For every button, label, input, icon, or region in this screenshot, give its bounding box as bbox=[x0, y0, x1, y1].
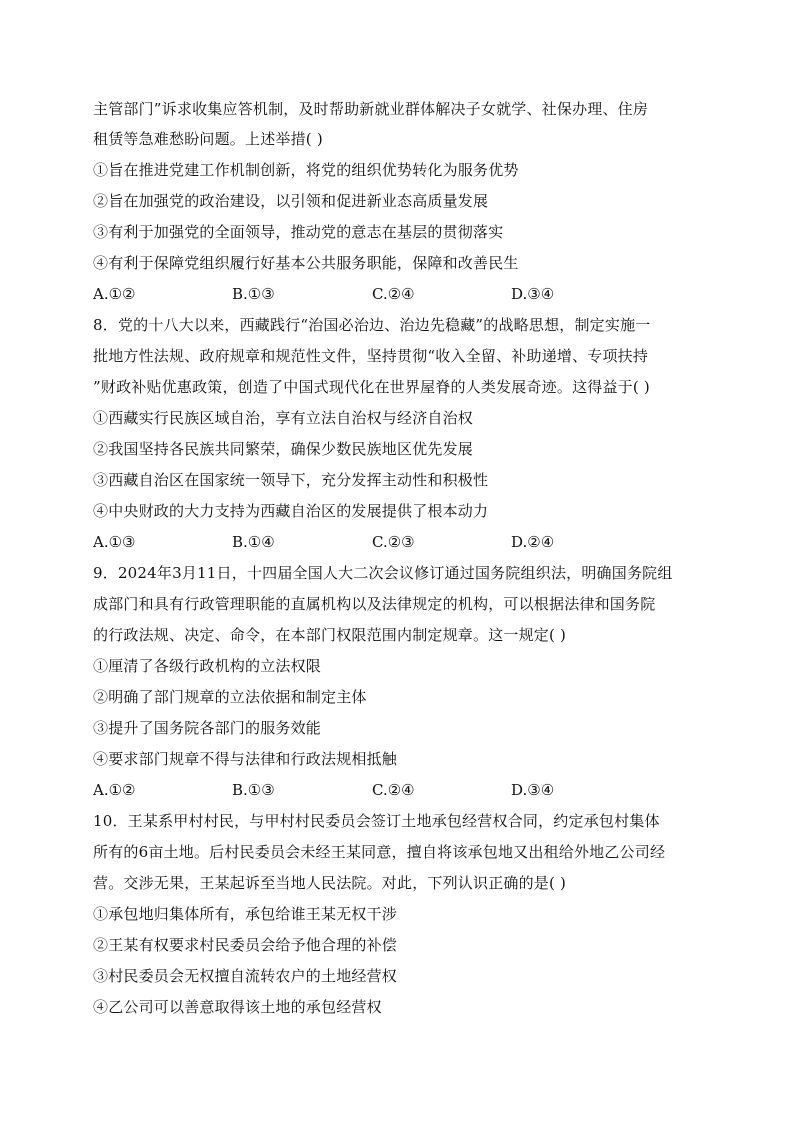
q7-item-2: ②旨在加强党的政治建设，以引领和促进新业态高质量发展 bbox=[93, 192, 489, 210]
q10-stem-line-1: 10．王某系甲村村民，与甲村村民委员会签订土地承包经营权合同，约定承包村集体 bbox=[93, 812, 660, 830]
q8-option-c: C.②③ bbox=[372, 533, 415, 551]
q8-options bbox=[93, 531, 713, 553]
q8-option-a: A.①③ bbox=[93, 533, 136, 551]
q10-stem-line-2: 所有的6亩土地。后村民委员会未经王某同意，擅自将该承包地又出租给外地乙公司经 bbox=[93, 843, 666, 861]
q10-stem-line-3: 营。交涉无果，王某起诉至当地人民法院。对此，下列认识正确的是( ) bbox=[93, 874, 567, 892]
q9-stem-line-1: 9．2024年3月11日，十四届全国人大二次会议修订通过国务院组织法，明确国务院组 bbox=[93, 564, 673, 582]
q8-item-1: ①西藏实行民族区域自治，享有立法自治权与经济自治权 bbox=[93, 409, 474, 427]
q9-option-b: B.①③ bbox=[232, 781, 275, 799]
q8-item-3: ③西藏自治区在国家统一领导下，充分发挥主动性和积极性 bbox=[93, 471, 489, 489]
q8-item-2: ②我国坚持各民族共同繁荣，确保少数民族地区优先发展 bbox=[93, 440, 474, 458]
q7-stem-line-2: 租赁等急难愁盼问题。上述举措( ) bbox=[93, 130, 323, 148]
q7-option-a: A.①② bbox=[93, 285, 136, 303]
q8-option-d: D.②④ bbox=[511, 533, 555, 551]
q9-option-d: D.③④ bbox=[511, 781, 555, 799]
q9-option-a: A.①② bbox=[93, 781, 136, 799]
q9-item-2: ②明确了部门规章的立法依据和制定主体 bbox=[93, 688, 367, 706]
q9-option-c: C.②④ bbox=[372, 781, 415, 799]
q10-item-4: ④乙公司可以善意取得该土地的承包经营权 bbox=[93, 998, 382, 1016]
q9-item-3: ③提升了国务院各部门的服务效能 bbox=[93, 719, 322, 737]
q8-stem-line-3: ”财政补贴优惠政策，创造了中国式现代化在世界屋脊的人类发展奇迹。这得益于( ) bbox=[93, 378, 650, 396]
q9-item-4: ④要求部门规章不得与法律和行政法规相抵触 bbox=[93, 750, 398, 768]
q9-item-1: ①厘清了各级行政机构的立法权限 bbox=[93, 657, 322, 675]
q7-item-3: ③有利于加强党的全面领导，推动党的意志在基层的贯彻落实 bbox=[93, 223, 504, 241]
q7-options bbox=[93, 283, 713, 305]
q10-item-3: ③村民委员会无权擅自流转农户的土地经营权 bbox=[93, 967, 398, 985]
q8-stem-line-2: 批地方性法规、政府规章和规范性文件，坚持贯彻“收入全留、补助递增、专项扶持 bbox=[93, 347, 649, 365]
q7-item-1: ①旨在推进党建工作机制创新，将党的组织优势转化为服务优势 bbox=[93, 161, 519, 179]
q7-option-b: B.①③ bbox=[232, 285, 275, 303]
q10-item-1: ①承包地归集体所有，承包给谁王某无权干涉 bbox=[93, 905, 398, 923]
q9-stem-line-3: 的行政法规、决定、命令，在本部门权限范围内制定规章。这一规定( ) bbox=[93, 626, 567, 644]
q8-stem-line-1: 8．党的十八大以来，西藏践行“治国必治边、治边先稳藏”的战略思想，制定实施一 bbox=[93, 316, 651, 334]
q7-option-d: D.③④ bbox=[511, 285, 555, 303]
q8-option-b: B.①④ bbox=[232, 533, 275, 551]
q7-option-c: C.②④ bbox=[372, 285, 415, 303]
q9-stem-line-2: 成部门和具有行政管理职能的直属机构以及法律规定的机构，可以根据法律和国务院 bbox=[93, 595, 656, 613]
q9-options bbox=[93, 779, 713, 801]
q8-item-4: ④中央财政的大力支持为西藏自治区的发展提供了根本动力 bbox=[93, 502, 489, 520]
q7-item-4: ④有利于保障党组织履行好基本公共服务职能，保障和改善民生 bbox=[93, 254, 519, 272]
q7-stem-line-1: 主管部门”诉求收集应答机制，及时帮助新就业群体解决子女就学、社保办理、住房 bbox=[93, 100, 649, 118]
q10-item-2: ②王某有权要求村民委员会给予他合理的补偿 bbox=[93, 936, 398, 954]
